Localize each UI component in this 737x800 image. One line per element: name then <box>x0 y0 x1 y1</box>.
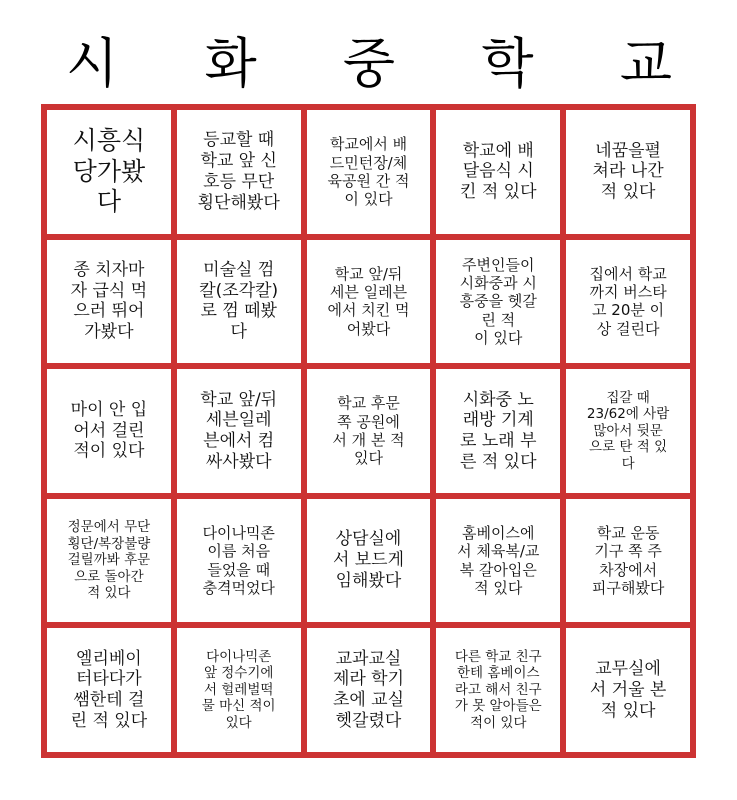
bingo-cell-r2-c2[interactable] <box>177 240 301 364</box>
bingo-cell-r3-c5[interactable] <box>566 369 690 493</box>
bingo-cell-text: 다이나믹존 앞 정수기에 서 헐레벌떡 물 마신 적이 있다 <box>201 649 276 731</box>
bingo-cell-text: 종 치자마 자 급식 먹 으러 뛰어 가봤다 <box>70 259 148 343</box>
bingo-cell-text: 등교할 때 학교 앞 신 호등 무단 횡단해봤다 <box>197 130 280 213</box>
page-title <box>44 34 694 94</box>
bingo-cell-text: 학교 후문 쪽 공원에 서 개 본 적 있다 <box>332 394 405 468</box>
bingo-cell-r1-c4[interactable] <box>436 110 560 234</box>
bingo-cell-r3-c1[interactable] <box>47 369 171 493</box>
bingo-cell-r3-c3[interactable] <box>307 369 431 493</box>
bingo-cell-r2-c5[interactable] <box>566 240 690 364</box>
bingo-cell-text: 집갈 때 23/62에 사람 많아서 뒷문 으로 탄 적 있 다 <box>586 389 670 472</box>
bingo-cell-text: 네꿈을펼 쳐라 나간 적 있다 <box>592 140 664 203</box>
bingo-cell-r1-c1[interactable] <box>47 110 171 234</box>
title-char-2: 화 <box>204 32 257 95</box>
bingo-cell-text: 엘리베이 터타다가 쌤한테 걸 린 적 있다 <box>70 648 148 731</box>
bingo-cell-r5-c1[interactable] <box>47 628 171 752</box>
bingo-cell-r5-c4[interactable] <box>436 628 560 752</box>
bingo-cell-r3-c4[interactable] <box>436 369 560 493</box>
bingo-cell-text: 학교에 배 달음식 시 킨 적 있다 <box>460 140 537 203</box>
bingo-cell-text: 교무실에 서 거울 본 적 있다 <box>589 659 667 721</box>
bingo-cell-r1-c5[interactable] <box>566 110 690 234</box>
bingo-grid <box>41 104 696 758</box>
bingo-cell-text: 정문에서 무단 횡단/복장불량 걸릴까봐 후문 으로 돌아간 적 있다 <box>67 519 151 602</box>
bingo-cell-text: 집에서 학교 까지 버스타 고 20분 이 상 걸린다 <box>589 264 667 338</box>
bingo-cell-r5-c5[interactable] <box>566 628 690 752</box>
bingo-cell-r4-c3[interactable] <box>307 499 431 623</box>
bingo-cell-text: 미술실 껌 칼(조각칼) 로 껌 떼봤 다 <box>199 259 279 343</box>
bingo-cell-text: 다이나믹존 이름 처음 들었을 때 충격먹었다 <box>202 524 275 597</box>
title-char-3: 중 <box>342 32 396 95</box>
bingo-cell-text: 시흥식 당가봤 다 <box>72 126 146 217</box>
title-char-5: 교 <box>619 32 672 95</box>
bingo-cell-text: 마이 안 입 어서 걸린 적이 있다 <box>70 399 148 462</box>
bingo-cell-text: 주변인들이 시화중과 시 흥중을 헷갈 린 적 이 있다 <box>459 255 537 347</box>
bingo-cell-r4-c5[interactable] <box>566 499 690 623</box>
bingo-cell-r3-c2[interactable] <box>177 369 301 493</box>
bingo-cell-text: 학교 앞/뒤 세븐 일레븐 에서 치킨 먹 어봤다 <box>327 264 410 338</box>
title-char-1: 시 <box>66 32 119 95</box>
bingo-cell-r1-c3[interactable] <box>307 110 431 234</box>
bingo-cell-r2-c3[interactable] <box>307 240 431 364</box>
title-char-4: 학 <box>481 32 534 95</box>
bingo-cell-r4-c4[interactable] <box>436 499 560 623</box>
bingo-cell-text: 학교 앞/뒤 세븐일레 븐에서 컴 싸사봤다 <box>200 389 278 472</box>
bingo-cell-r2-c1[interactable] <box>47 240 171 364</box>
bingo-cell-text: 홈베이스에 서 체육복/교 복 갈아입은 적 있다 <box>457 524 540 597</box>
bingo-cell-text: 시화중 노 래방 기계 로 노래 부 른 적 있다 <box>460 389 537 472</box>
bingo-cell-r2-c4[interactable] <box>436 240 560 364</box>
bingo-cell-r5-c2[interactable] <box>177 628 301 752</box>
bingo-cell-text: 학교 운동 기구 쪽 주 차장에서 피구해봤다 <box>591 524 665 597</box>
bingo-cell-text: 다른 학교 친구 한테 홈베이스 라고 해서 친구 가 못 알아들은 적이 있다 <box>454 649 542 731</box>
bingo-cell-r1-c2[interactable] <box>177 110 301 234</box>
bingo-cell-r5-c3[interactable] <box>307 628 431 752</box>
bingo-cell-r4-c1[interactable] <box>47 499 171 623</box>
bingo-cell-text: 상담실에 서 보드게 임해봤다 <box>332 529 405 591</box>
bingo-cell-r4-c2[interactable] <box>177 499 301 623</box>
bingo-cell-text: 학교에서 배 드민턴장/체 육공원 간 적 이 있다 <box>327 135 410 209</box>
bingo-cell-text: 교과교실 제라 학기 초에 교실 헷갈렸다 <box>332 648 405 731</box>
